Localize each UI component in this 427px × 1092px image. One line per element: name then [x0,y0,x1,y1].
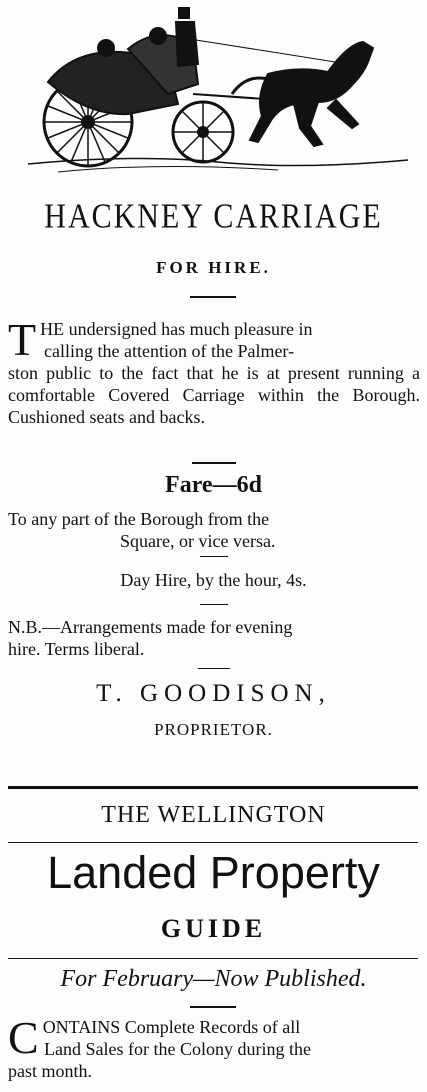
landed-property-headline: Landed Property [47,847,380,898]
ad-subtitle: FOR HIRE. [156,258,271,277]
intro-body: ston public to the fact that he is at present running a comfortable Covered Carriage within the Borough. Cushioned seats and backs. [8,363,420,427]
divider [200,604,228,605]
divider [8,842,418,843]
intro-paragraph [8,314,420,428]
intro-line2: calling the attention of the Palmer- [44,341,295,361]
note-line1: N.B.—Arrangements made for evening [8,617,293,637]
proprietor-name: T. GOODISON, [96,680,331,707]
ad-title: HACKNEY CARRIAGE [44,197,383,236]
contains-line1: ONTAINS Complete Records of all [42,1017,301,1037]
contains-paragraph [8,1012,420,1082]
divider [200,556,228,557]
intro-line1: HE undersigned has much pleasure in [40,319,313,339]
divider [192,462,236,464]
edition-notice: For February—Now Published. [60,966,367,992]
dropcap: T [8,314,37,365]
note-line2: hire. Terms liberal. [8,639,145,659]
divider [8,958,418,959]
carriage-illustration [18,4,410,180]
fare-heading: Fare—6d [165,472,262,498]
fare-line1: To any part of the Borough from the [8,509,270,529]
dropcap: C [8,1012,39,1063]
publisher-name: THE WELLINGTON [101,802,326,828]
divider [198,668,230,669]
fare-text [8,508,420,552]
note [8,616,420,660]
guide-title: GUIDE [160,914,267,943]
day-hire: Day Hire, by the hour, 4s. [120,570,307,590]
contains-line2: Land Sales for the Colony during the [44,1039,311,1059]
fare-line2: Square, or vice versa. [120,531,276,551]
divider [190,296,236,298]
divider [190,1006,236,1008]
contains-line3: past month. [8,1061,92,1081]
proprietor-title: PROPRIETOR. [154,720,273,739]
section-separator [8,786,418,789]
